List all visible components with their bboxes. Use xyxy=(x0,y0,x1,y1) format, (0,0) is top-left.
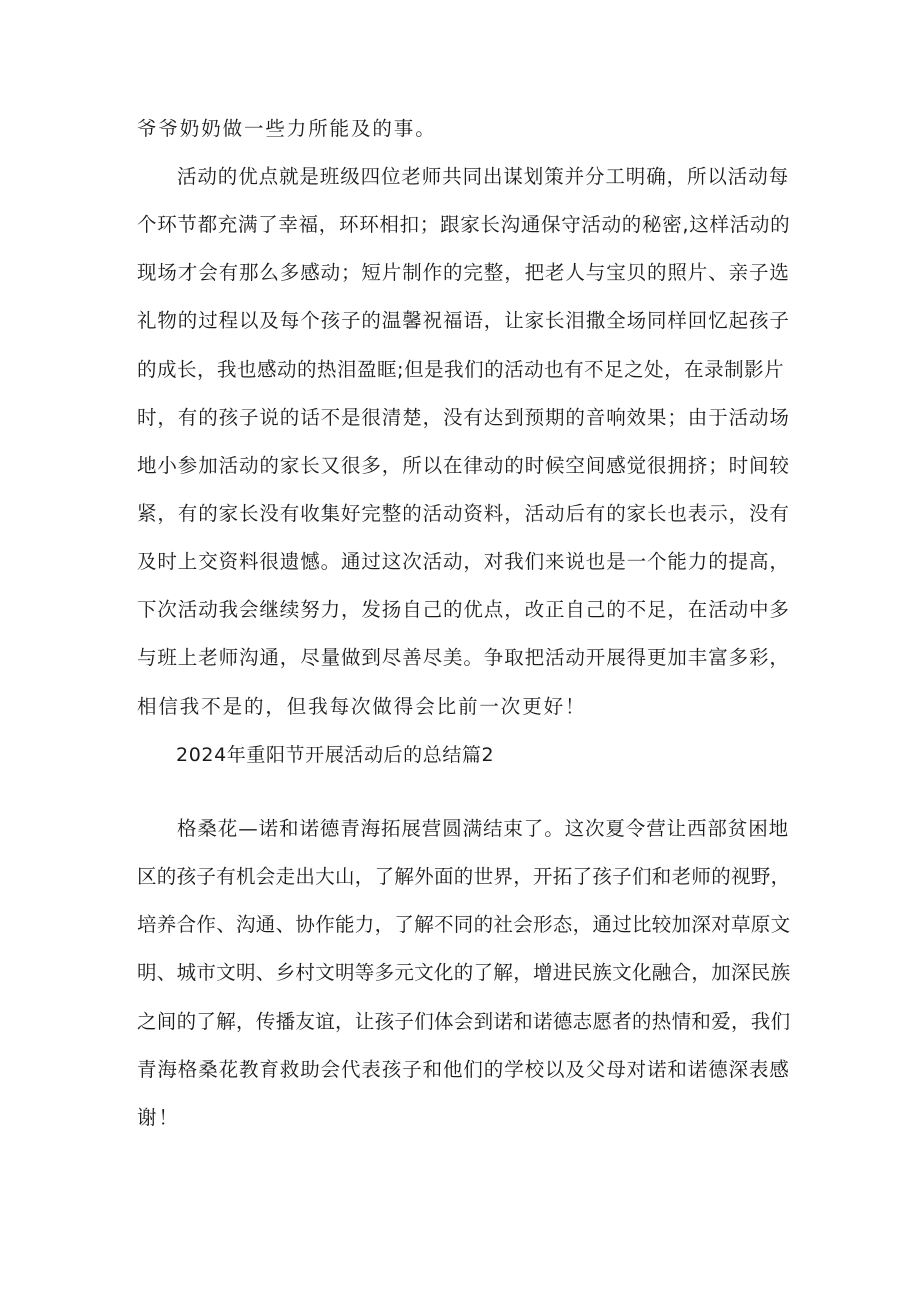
paragraph-line: 培养合作、沟通、协作能力，了解不同的社会形态，通过比较加深对草原文 xyxy=(137,913,791,936)
section-heading: 2024年重阳节开展活动后的总结篇2 xyxy=(176,744,495,766)
paragraph-line: 个环节都充满了幸福，环环相扣；跟家长沟通保守活动的秘密,这样活动的 xyxy=(137,213,791,236)
paragraph-line: 的成长，我也感动的热泪盈眶;但是我们的活动也有不足之处，在录制影片 xyxy=(137,358,785,381)
paragraph-line: 地小参加活动的家长又很多，所以在律动的时候空间感觉很拥挤；时间较 xyxy=(137,454,790,477)
paragraph-line: 区的孩子有机会走出大山，了解外面的世界，开拓了孩子们和老师的视野， xyxy=(137,865,791,888)
paragraph-line: 时，有的孩子说的话不是很清楚，没有达到预期的音响效果；由于活动场 xyxy=(137,406,790,429)
paragraph-line: 爷爷奶奶做一些力所能及的事。 xyxy=(137,117,437,140)
paragraph-line: 紧，有的家长没有收集好完整的活动资料，活动后有的家长也表示，没有 xyxy=(137,502,790,525)
paragraph-line: 谢！ xyxy=(137,1106,180,1129)
paragraph-line: 格桑花—诺和诺德青海拓展营圆满结束了。这次夏令营让西部贫困地 xyxy=(177,817,790,840)
paragraph-line: 与班上老师沟通，尽量做到尽善尽美。争取把活动开展得更加丰富多彩， xyxy=(137,646,790,669)
paragraph-line: 礼物的过程以及每个孩子的温馨祝福语，让家长泪撒全场同样回忆起孩子 xyxy=(137,309,790,332)
paragraph-line: 活动的优点就是班级四位老师共同出谋划策并分工明确，所以活动每 xyxy=(177,165,790,188)
paragraph-line: 之间的了解，传播友谊，让孩子们体会到诺和诺德志愿者的热情和爱，我们 xyxy=(137,1010,791,1033)
paragraph-line: 下次活动我会继续努力，发扬自己的优点，改正自己的不足，在活动中多 xyxy=(137,598,790,621)
paragraph-line: 相信我不是的，但我每次做得会比前一次更好！ xyxy=(137,695,587,718)
paragraph-line: 青海格桑花教育救助会代表孩子和他们的学校以及父母对诺和诺德深表感 xyxy=(137,1058,790,1081)
paragraph-line: 明、城市文明、乡村文明等多元文化的了解，增进民族文化融合，加深民族 xyxy=(137,961,791,984)
paragraph-line: 现场才会有那么多感动；短片制作的完整，把老人与宝贝的照片、亲子选 xyxy=(137,261,790,284)
paragraph-line: 及时上交资料很遗憾。通过这次活动，对我们来说也是一个能力的提高， xyxy=(137,550,790,573)
